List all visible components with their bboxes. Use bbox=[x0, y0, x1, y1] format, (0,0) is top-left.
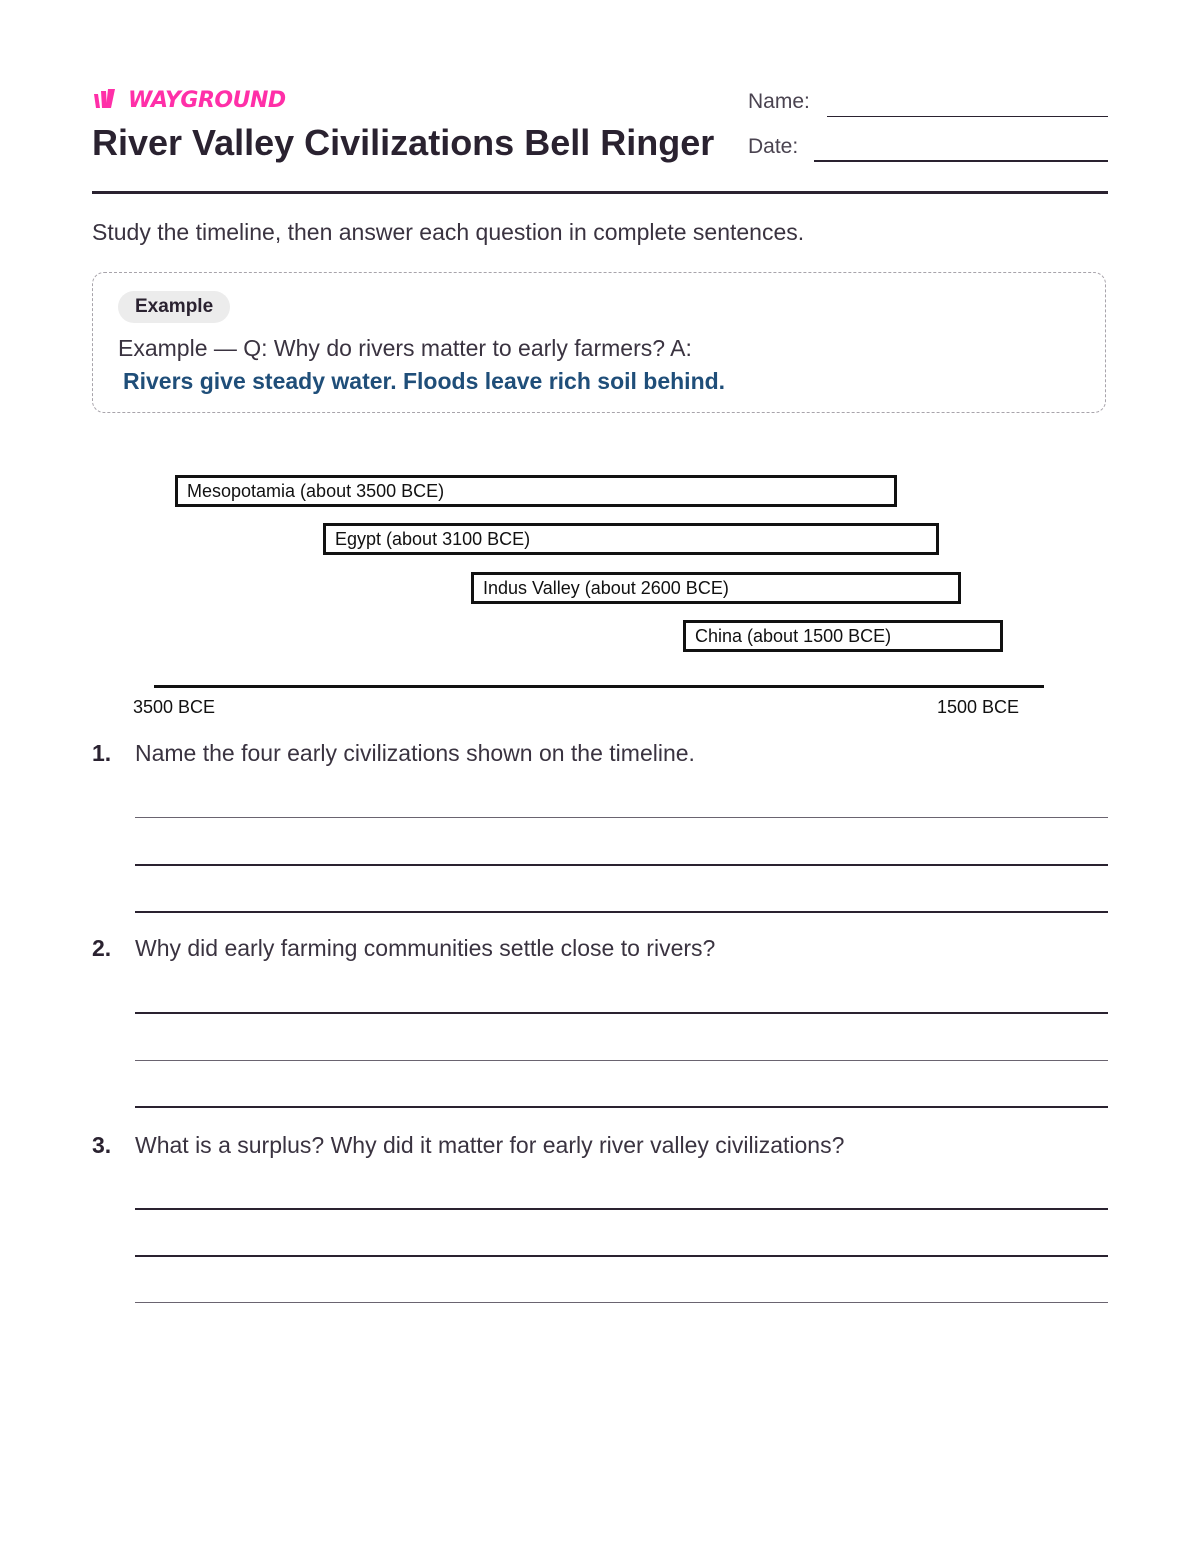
timeline-bar-china: China (about 1500 BCE) bbox=[683, 620, 1003, 652]
answer-line[interactable] bbox=[135, 1012, 1108, 1014]
timeline-axis bbox=[154, 685, 1044, 688]
timeline-end-label: 1500 BCE bbox=[937, 697, 1020, 717]
timeline-start-label: 3500 BCE bbox=[133, 697, 216, 717]
brand-name: WAYGROUND bbox=[128, 87, 286, 113]
answer-line[interactable] bbox=[135, 911, 1108, 913]
timeline-bar-mesopotamia: Mesopotamia (about 3500 BCE) bbox=[175, 475, 897, 507]
answer-line[interactable] bbox=[135, 1208, 1108, 1210]
date-field[interactable] bbox=[814, 160, 1108, 162]
wayground-logo-icon bbox=[92, 88, 126, 112]
question-1-number: 1. bbox=[92, 740, 112, 766]
timeline-bar-egypt: Egypt (about 3100 BCE) bbox=[323, 523, 939, 555]
question-2-text: Why did early farming communities settle close to rivers? bbox=[135, 935, 716, 961]
example-box bbox=[92, 272, 1106, 413]
name-field[interactable] bbox=[827, 116, 1108, 117]
answer-line[interactable] bbox=[135, 1255, 1108, 1257]
question-3-text: What is a surplus? Why did it matter for early river valley civilizations? bbox=[135, 1132, 845, 1158]
timeline-bar-indus-valley: Indus Valley (about 2600 BCE) bbox=[471, 572, 961, 604]
question-3-number: 3. bbox=[92, 1132, 112, 1158]
instructions: Study the timeline, then answer each question in complete sentences. bbox=[92, 219, 805, 245]
question-2-number: 2. bbox=[92, 935, 112, 961]
name-label: Name: bbox=[748, 90, 810, 113]
brand-logo bbox=[92, 86, 286, 114]
question-1-text: Name the four early civilizations shown on the timeline. bbox=[135, 740, 695, 766]
example-tag: Example bbox=[118, 291, 230, 323]
answer-line[interactable] bbox=[135, 1106, 1108, 1108]
header-divider bbox=[92, 191, 1108, 194]
answer-line[interactable] bbox=[135, 864, 1108, 866]
example-answer: Rivers give steady water. Floods leave rich soil behind. bbox=[123, 368, 726, 394]
date-label: Date: bbox=[748, 135, 799, 158]
example-question: Example — Q: Why do rivers matter to early farmers? A: bbox=[118, 335, 692, 361]
answer-line[interactable] bbox=[135, 1060, 1108, 1061]
answer-line[interactable] bbox=[135, 1302, 1108, 1303]
answer-line[interactable] bbox=[135, 817, 1108, 818]
page-title: River Valley Civilizations Bell Ringer bbox=[92, 122, 715, 163]
